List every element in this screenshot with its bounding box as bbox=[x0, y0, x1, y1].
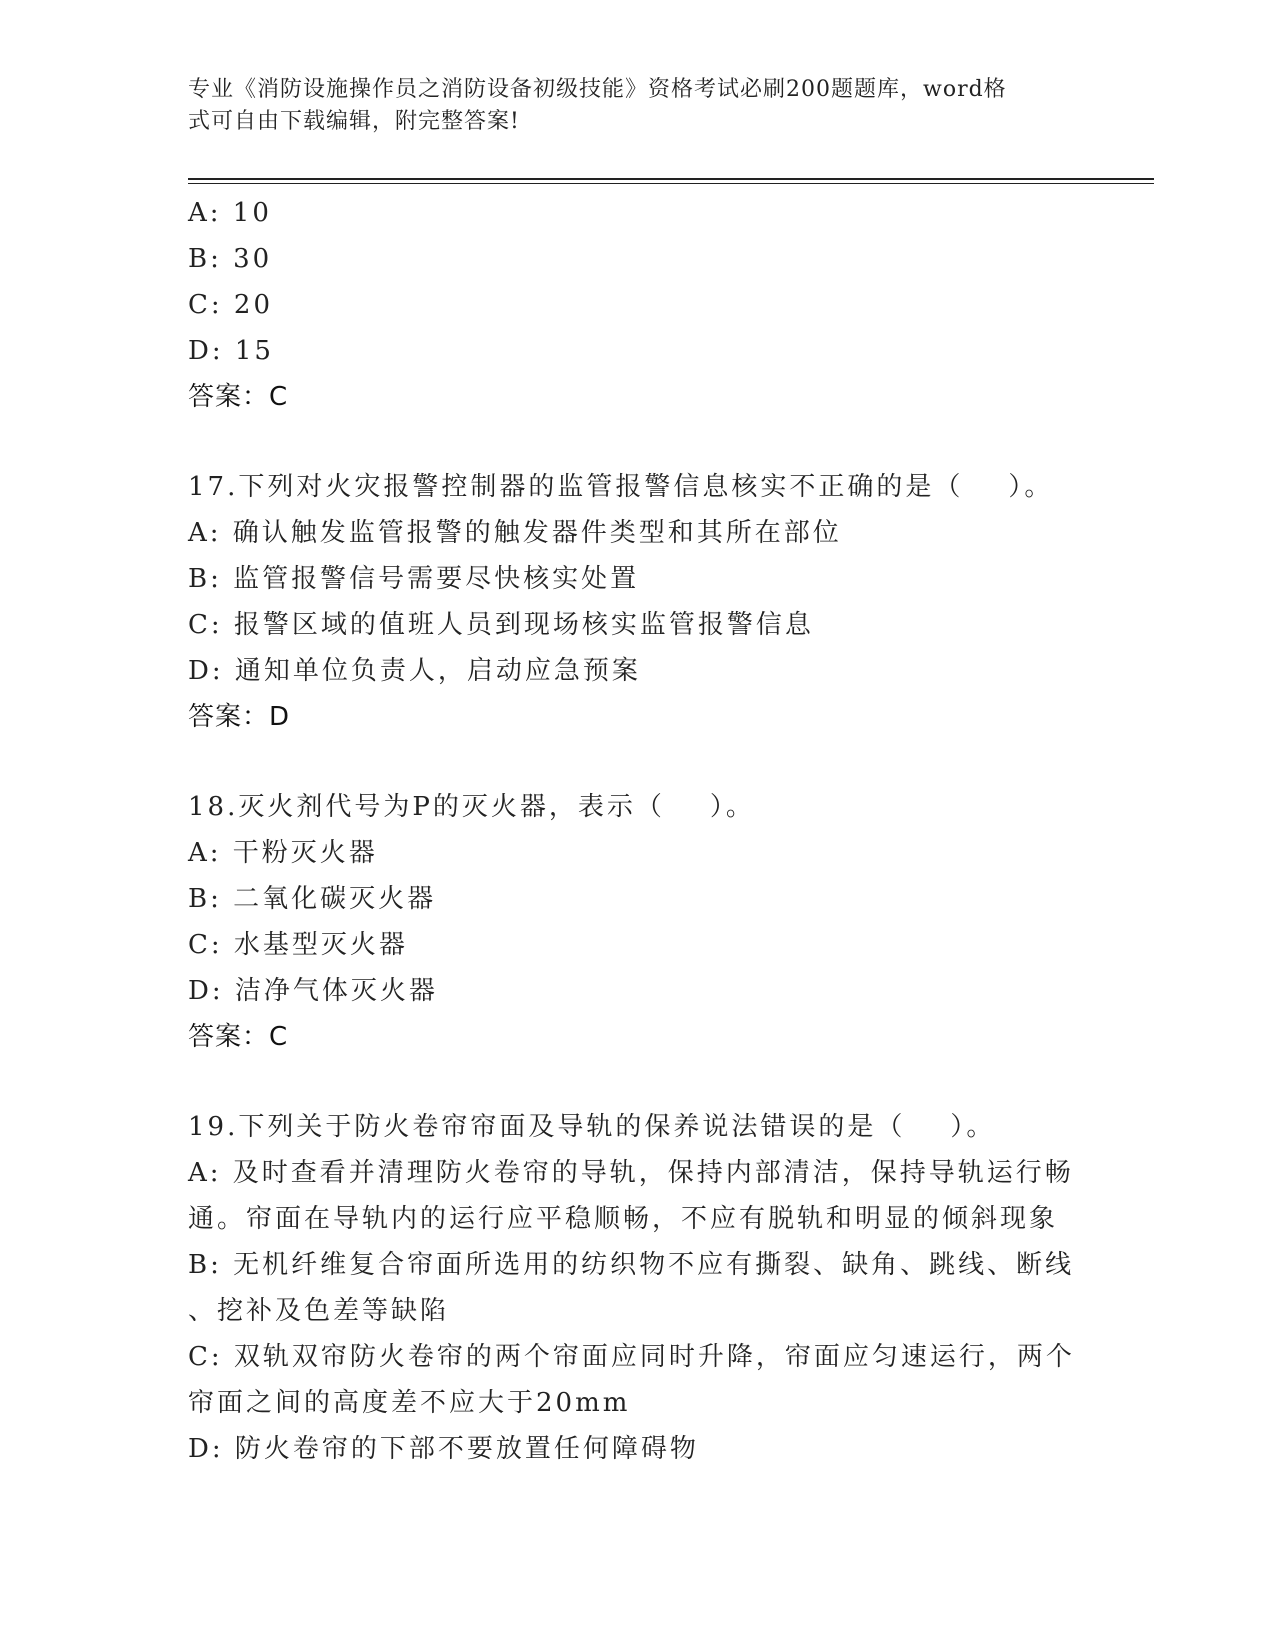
option-b-line-1: B: 无机纤维复合帘面所选用的纺织物不应有撕裂、缺角、跳线、断线 bbox=[188, 1250, 1075, 1280]
answer: 答案：D bbox=[188, 702, 291, 732]
answer: 答案：C bbox=[188, 1022, 289, 1052]
spacer bbox=[188, 1060, 1088, 1104]
header-line-1: 专业《消防设施操作员之消防设备初级技能》资格考试必刷200题题库，word格 bbox=[188, 77, 1007, 102]
question-text: 18.灭火剂代号为P的灭火器，表示（ ）。 bbox=[188, 792, 755, 822]
option-b-line-2: 、挖补及色差等缺陷 bbox=[188, 1296, 450, 1326]
option-a-line-1: A: 及时查看并清理防火卷帘的导轨，保持内部清洁，保持导轨运行畅 bbox=[188, 1158, 1074, 1188]
option-a: A: 10 bbox=[188, 198, 272, 228]
option-b: B: 监管报警信号需要尽快核实处置 bbox=[188, 564, 640, 594]
header-line-2: 式可自由下载编辑，附完整答案! bbox=[188, 109, 520, 134]
option-d: D: 洁净气体灭火器 bbox=[188, 976, 438, 1006]
option-c: C: 水基型灭火器 bbox=[188, 930, 408, 960]
option-d: D: 15 bbox=[188, 336, 274, 366]
option-b: B: 30 bbox=[188, 244, 273, 274]
question-18 bbox=[188, 784, 1088, 1060]
option-a: A: 干粉灭火器 bbox=[188, 838, 378, 868]
document-header bbox=[188, 74, 1068, 138]
question-19 bbox=[188, 1104, 1088, 1472]
option-d: D: 防火卷帘的下部不要放置任何障碍物 bbox=[188, 1434, 699, 1464]
option-a: A: 确认触发监管报警的触发器件类型和其所在部位 bbox=[188, 518, 842, 548]
option-b: B: 二氧化碳灭火器 bbox=[188, 884, 437, 914]
question-16-options bbox=[188, 190, 1088, 420]
spacer bbox=[188, 740, 1088, 784]
question-text: 17.下列对火灾报警控制器的监管报警信息核实不正确的是（ ）。 bbox=[188, 472, 1054, 502]
header-divider-thin bbox=[188, 183, 1154, 184]
option-c-line-1: C: 双轨双帘防火卷帘的两个帘面应同时升降，帘面应匀速运行，两个 bbox=[188, 1342, 1075, 1372]
option-c: C: 20 bbox=[188, 290, 274, 320]
option-d: D: 通知单位负责人，启动应急预案 bbox=[188, 656, 641, 686]
question-list bbox=[188, 190, 1088, 1472]
option-a-line-2: 通。帘面在导轨内的运行应平稳顺畅，不应有脱轨和明显的倾斜现象 bbox=[188, 1204, 1059, 1234]
answer: 答案：C bbox=[188, 382, 289, 412]
header-divider-thick bbox=[188, 178, 1154, 180]
option-c-line-2: 帘面之间的高度差不应大于20mm bbox=[188, 1388, 631, 1418]
question-17 bbox=[188, 464, 1088, 740]
question-text: 19.下列关于防火卷帘帘面及导轨的保养说法错误的是（ ）。 bbox=[188, 1112, 996, 1142]
spacer bbox=[188, 420, 1088, 464]
option-c: C: 报警区域的值班人员到现场核实监管报警信息 bbox=[188, 610, 814, 640]
